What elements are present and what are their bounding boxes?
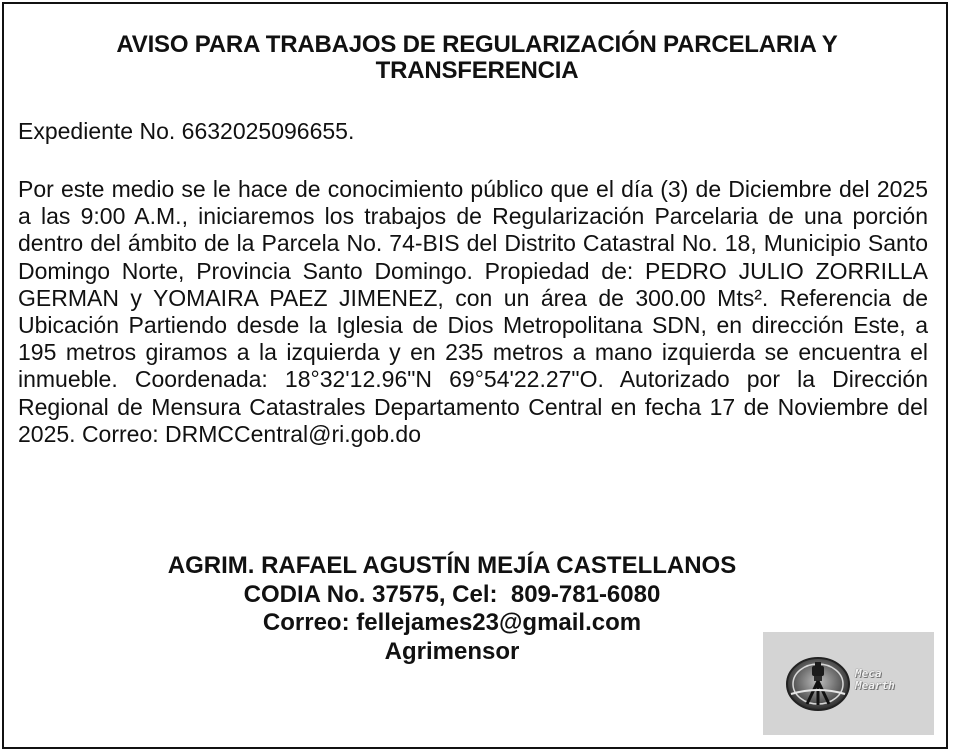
notice-title: AVISO PARA TRABAJOS DE REGULARIZACIÓN PARCELARIA Y TRANSFERENCIA	[116, 31, 838, 84]
surveyor-name: AGRIM. RAFAEL AGUSTÍN MEJÍA CASTELLANOS	[167, 552, 737, 579]
signature-block	[18, 552, 886, 666]
logo-line-2: Mearth	[855, 679, 895, 692]
notice-body: Por este medio se le hace de conocimiento público que el día (3) de Diciembre del 2025 a las 9:00 A.M., iniciaremos los trabajos de Regularización Parcelaria de una porción dentro del ámbito de la Parcela No. 74-BIS del Distrito Catastral No. 18, Municipio Santo Domingo Norte, Provincia Santo Domingo. Propiedad de: PEDRO JULIO ZORRILLA GERMAN y YOMAIRA PAEZ JIMENEZ, con un área de 300.00 Mts². Referencia de Ubicación Partiendo desde la Iglesia de Dios Metropolitana SDN, en dirección Este, a 195 metros giramos a la izquierda y en 235 metros a mano izquierda se encuentra el inmueble. Coordenada: 18°32'12.96"N 69°54'22.27"O. Autorizado por la Dirección Regional de Mensura Catastrales Departamento Central en fecha 17 de Noviembre del 2025. Correo: DRMCCentral@ri.gob.do	[18, 176, 928, 447]
expediente-number: Expediente No. 6632025096655.	[18, 118, 355, 144]
codia-phone: CODIA No. 37575, Cel: 809-781-6080	[243, 580, 661, 608]
surveyor-tripod-icon	[785, 656, 851, 712]
surveyor-email: Correo: fellejames23@gmail.com	[262, 609, 642, 636]
logo-wordmark	[855, 668, 895, 692]
company-logo	[763, 632, 934, 735]
logo-line-1: Meca	[855, 667, 882, 680]
surveyor-role: Agrimensor	[384, 637, 520, 665]
